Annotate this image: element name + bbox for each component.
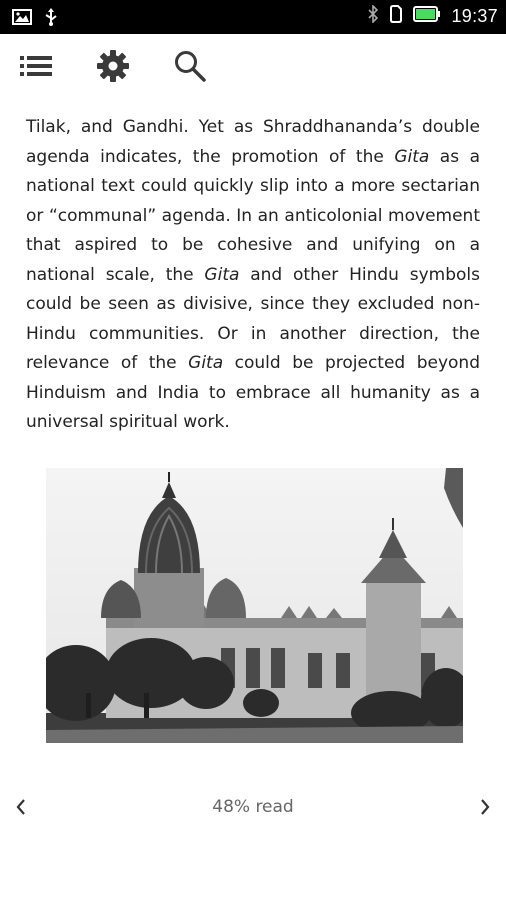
status-time: 19:37 (451, 5, 498, 26)
reader-toolbar (0, 34, 506, 106)
reading-pane (26, 113, 480, 438)
table-of-contents-button[interactable] (16, 48, 56, 88)
text-segment: Tilak, and Gandhi. Yet as Shraddhananda’s double agenda indicates, the promotion of the (26, 117, 480, 167)
search-icon (173, 49, 207, 87)
chevron-right-icon (478, 797, 492, 821)
italic-title: Gita (394, 146, 430, 167)
battery-icon (413, 6, 441, 26)
status-bar (0, 0, 506, 34)
next-page-button[interactable] (470, 794, 500, 824)
bluetooth-icon (367, 5, 379, 27)
text-segment: and other Hindu symbols could be seen as divisive, since they excluded non-Hindu communities. Or in another direction, the relevance of the (26, 264, 480, 373)
settings-button[interactable] (93, 48, 133, 88)
gear-icon (95, 48, 131, 88)
sim-icon (389, 5, 403, 27)
temple-photograph (46, 468, 463, 743)
search-button[interactable] (170, 48, 210, 88)
text-segment: could be projected beyond Hinduism and India to embrace all humanity as a universal spiritual work. (26, 353, 480, 432)
italic-title: Gita (204, 264, 240, 285)
reading-progress: 48% read (212, 797, 294, 817)
page-navigation (0, 788, 506, 830)
text-segment: as a national text could quickly slip into a more sectarian or “communal” agenda. In an anticolonial movement that aspired to be cohesive and unifying on a national scale, the (26, 146, 480, 285)
body-paragraph (26, 113, 480, 438)
image-icon (12, 9, 32, 29)
usb-icon (44, 8, 58, 30)
italic-title: Gita (188, 353, 224, 373)
list-icon (18, 53, 54, 83)
